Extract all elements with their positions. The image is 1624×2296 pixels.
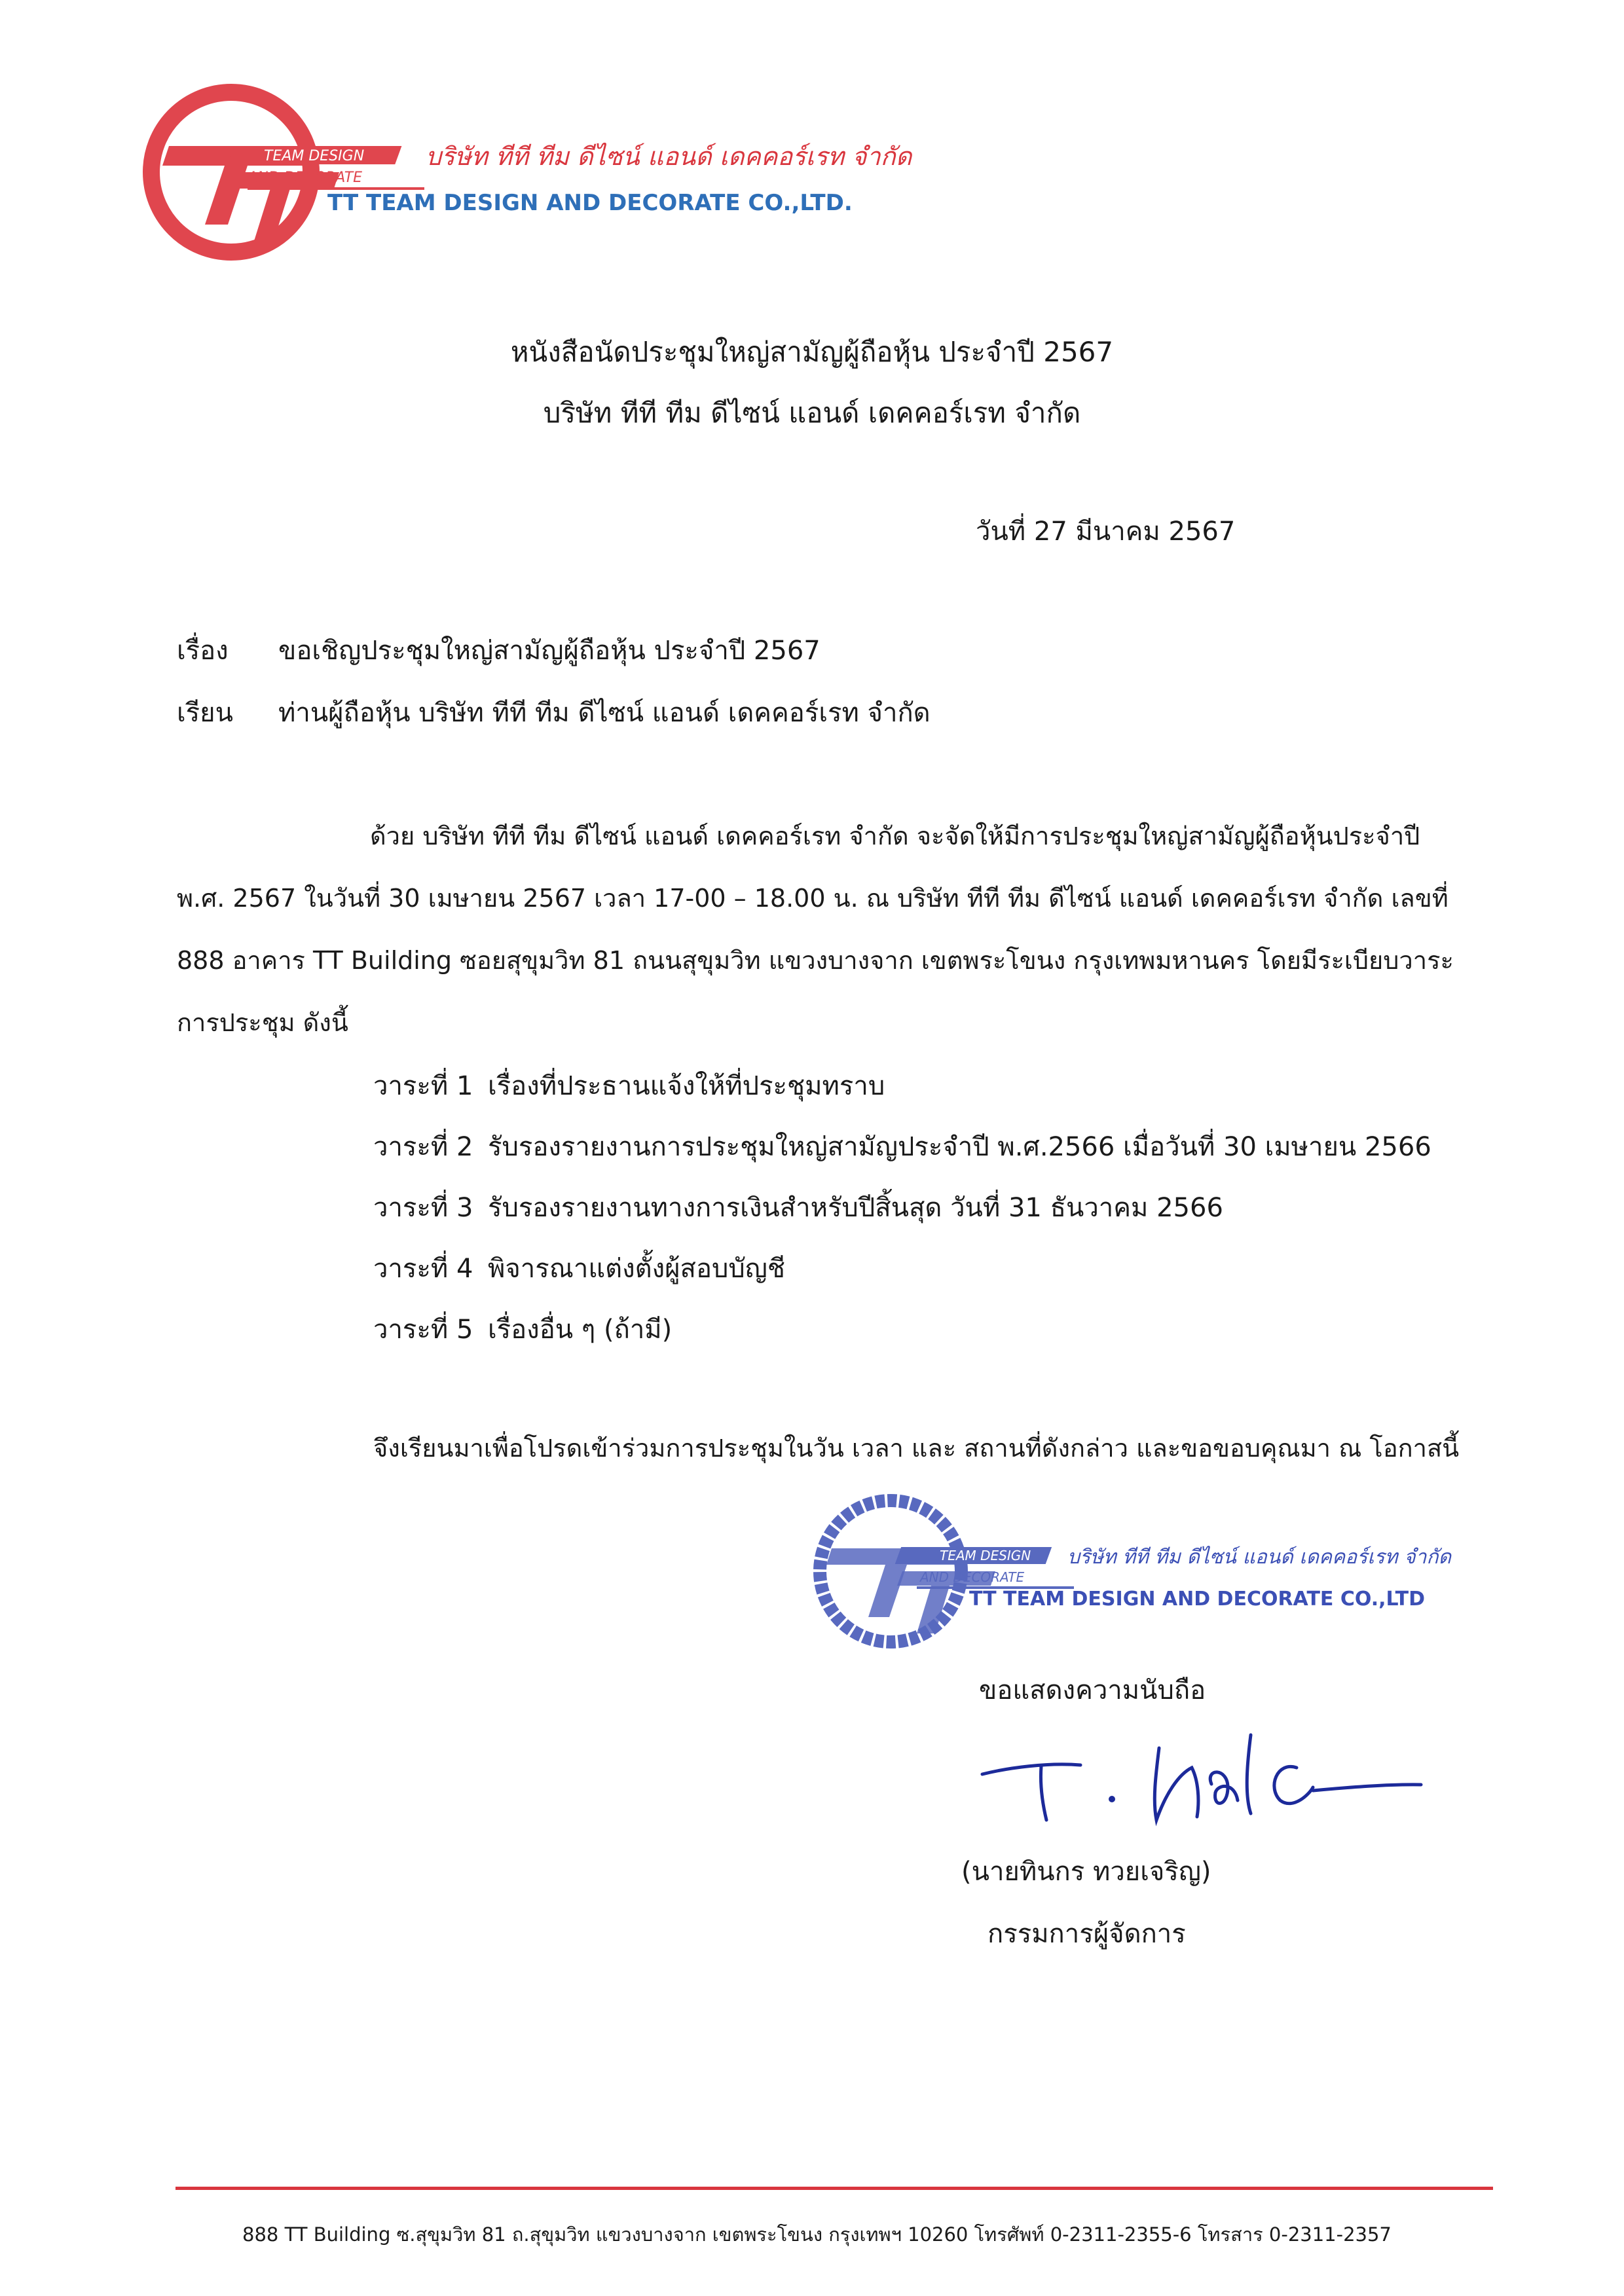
recipient-label: เรียน	[177, 698, 233, 728]
company-name-th: บริษัท ทีที ทีม ดีไซน์ แอนด์ เดคคอร์เรท จำกัด	[426, 142, 912, 171]
body-line: ด้วย บริษัท ทีที ทีม ดีไซน์ แอนด์ เดคคอร์เรท จำกัด จะจัดให้มีการประชุมใหญ่สามัญผู้ถือหุ้นประจำปี	[370, 822, 1420, 850]
agenda-item-text: เรื่องอื่น ๆ (ถ้ามี)	[488, 1315, 673, 1345]
closing-sentence: จึงเรียนมาเพื่อโปรดเข้าร่วมการประชุมในวัน เวลา และ สถานที่ดังกล่าว และขอขอบคุณมา ณ โอกาสนี้	[373, 1434, 1460, 1463]
agenda-item-text: พิจารณาแต่งตั้งผู้สอบบัญชี	[488, 1254, 786, 1284]
company-logo-icon	[143, 84, 431, 261]
agenda-item-text: รับรองรายงานทางการเงินสำหรับปีสิ้นสุด วันที่ 31 ธันวาคม 2566	[488, 1193, 1223, 1223]
signer-title: กรรมการผู้จัดการ	[987, 1919, 1186, 1949]
signoff: ขอแสดงความนับถือ	[979, 1675, 1206, 1705]
subject-label: เรื่อง	[177, 636, 229, 666]
footer-divider	[175, 2187, 1493, 2190]
stamp-company-en: TT TEAM DESIGN AND DECORATE CO.,LTD	[969, 1588, 1426, 1611]
subject-text: ขอเชิญประชุมใหญ่สามัญผู้ถือหุ้น ประจำปี 2567	[278, 636, 821, 666]
body-line: พ.ศ. 2567 ในวันที่ 30 เมษายน 2567 เวลา 17-00 – 18.00 น. ณ บริษัท ทีที ทีม ดีไซน์ แอนด์ เดคคอร์เรท จำกัด เลขที่	[177, 884, 1449, 913]
signer-name: (นายทินกร ทวยเจริญ)	[961, 1857, 1211, 1887]
agenda-item-label: วาระที่ 3	[373, 1193, 473, 1223]
document-date: วันที่ 27 มีนาคม 2567	[976, 517, 1236, 547]
body-line: 888 อาคาร TT Building ซอยสุขุมวิท 81 ถนนสุขุมวิท แขวงบางจาก เขตพระโขนง กรุงเทพมหานคร โดยมีระเบียบวาระ	[177, 946, 1454, 975]
agenda-item-text: รับรองรายงานการประชุมใหญ่สามัญประจำปี พ.ศ.2566 เมื่อวันที่ 30 เมษายน 2566	[488, 1132, 1431, 1162]
handwritten-signature	[969, 1722, 1428, 1840]
agenda-item-label: วาระที่ 4	[373, 1254, 473, 1284]
company-name-en: TT TEAM DESIGN AND DECORATE CO.,LTD.	[327, 190, 853, 216]
document-title: หนังสือนัดประชุมใหญ่สามัญผู้ถือหุ้น ประจำปี 2567	[510, 336, 1114, 368]
logo-text-1: TEAM DESIGN	[264, 148, 365, 164]
body-line: การประชุม ดังนี้	[177, 1008, 348, 1037]
stamp-company-th: บริษัท ทีที ทีม ดีไซน์ แอนด์ เดคคอร์เรท จำกัด	[1067, 1546, 1452, 1569]
footer-address: 888 TT Building ซ.สุขุมวิท 81 ถ.สุขุมวิท แขวงบางจาก เขตพระโขนง กรุงเทพฯ 10260 โทรศัพท์ 0-2311-2355-6 โทรสาร 0-2311-2357	[242, 2223, 1392, 2246]
logo-text-2: AND DECORATE	[248, 170, 363, 186]
agenda-item-label: วาระที่ 2	[373, 1132, 473, 1162]
stamp-logo-text-2: AND DECORATE	[920, 1569, 1025, 1585]
agenda-item-label: วาระที่ 5	[373, 1315, 473, 1345]
document-title-company: บริษัท ทีที ทีม ดีไซน์ แอนด์ เดคคอร์เรท จำกัด	[543, 397, 1081, 429]
stamp-logo-icon	[805, 1486, 1080, 1656]
agenda-item-label: วาระที่ 1	[373, 1071, 473, 1101]
recipient-text: ท่านผู้ถือหุ้น บริษัท ทีที ทีม ดีไซน์ แอนด์ เดคคอร์เรท จำกัด	[278, 698, 931, 728]
stamp-logo-text-1: TEAM DESIGN	[940, 1548, 1031, 1563]
agenda-item-text: เรื่องที่ประธานแจ้งให้ที่ประชุมทราบ	[488, 1071, 885, 1101]
